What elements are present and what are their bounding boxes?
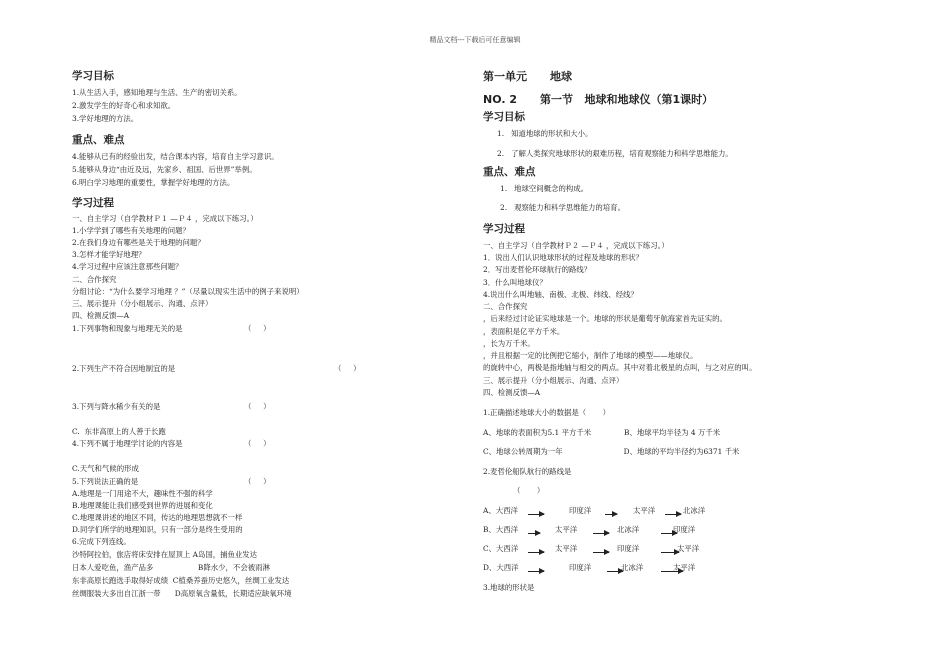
question-3-paren: （ ） <box>244 402 271 411</box>
question-5-option: B.地理课能让我们感受到世界的进展和变化 <box>72 501 213 510</box>
question-5-option: A.地理是一门用途不大，趣味性不强的科学 <box>72 489 213 498</box>
lesson-title: NO. 2 第一节 地球和地球仪（第1课时） <box>483 93 714 106</box>
process-title: 学习过程 <box>72 197 114 209</box>
route-ocean: 北冰洋 <box>683 506 706 515</box>
key-title: 重点、难点 <box>72 134 125 146</box>
key-1: 1. 地球空间概念的构成。 <box>500 184 589 193</box>
arrow-icon <box>528 571 544 572</box>
goal-title: 学习目标 <box>483 111 525 123</box>
question-5-option: C.地理课讲述的地区不同，传达的地理思想就不一样 <box>72 513 243 522</box>
arrow-icon <box>528 552 544 553</box>
process-line: 2.在我们身边有哪些是关于地理的问题？ <box>72 238 205 247</box>
route-ocean: 太平洋 <box>555 525 578 534</box>
route-ocean: B、大西洋 <box>483 525 518 534</box>
page-header: 精品文档---下载后可任意编辑 <box>429 36 521 44</box>
question-2: 2.麦哲伦船队航行的路线是 <box>483 467 572 476</box>
arrow-icon <box>528 514 544 515</box>
process-line: 4.说出什么叫地轴、南极、北极、纬线、经线？ <box>483 290 638 299</box>
match-line: 东非高原长跑选手取得好成绩 C植桑养蚕历史悠久，丝绸工业发达 <box>72 576 290 585</box>
question-1: 1.下列事物和现象与地理无关的是 <box>72 324 183 333</box>
key-6: 6.明白学习地理的重要性，掌握学好地理的方法。 <box>72 178 235 187</box>
route-ocean: C、大西洋 <box>483 544 519 553</box>
process-line: 四、检测反馈—A <box>483 388 541 397</box>
match-line: 丝绸服装大多出自江浙一带 D高原氧含量低，长期适应缺氧环境 <box>72 589 292 598</box>
question-2-paren: （ ） <box>513 486 545 495</box>
route-ocean: 太平洋 <box>677 544 700 553</box>
arrow-icon <box>665 514 681 515</box>
question-1-option: C、地球公转周期为一年 D、地球的平均半径约为6371 千米 <box>483 447 740 456</box>
process-line: 一、自主学习（自学教材Ｐ２ —Ｐ４ ，完成以下练习。） <box>483 241 669 250</box>
process-line: 4.学习过程中应该注意那些问题？ <box>72 262 183 271</box>
question-3: 3.地球的形状是 <box>483 583 535 592</box>
goal-3: 3.学好地理的方法。 <box>72 114 139 123</box>
process-line: ，表面积是亿平方千米。 <box>483 327 565 336</box>
process-line: 2．写出麦哲伦环球航行的路线？ <box>483 265 592 274</box>
process-line: 分组讨论：“为什么要学习地理 ？”（尽量以现实生活中的例子来说明） <box>72 287 304 296</box>
question-4-option-c: C.天气和气候的形成 <box>72 464 139 473</box>
match-line: 日本人爱吃鱼，渔产品多 B降水少，不会被雨淋 <box>72 563 270 572</box>
route-ocean: A、大西洋 <box>483 506 518 515</box>
process-line: 三、展示提升（分小组展示、沟通、点评） <box>483 376 624 385</box>
goal-1: 1. 知道地球的形状和大小。 <box>497 129 593 138</box>
process-line: 的旋转中心，两极是指地轴与相交的两点。其中对着北极星的点叫，与之对应的叫。 <box>483 363 757 372</box>
process-line: 二、合作探究 <box>72 275 117 284</box>
arrow-icon <box>528 533 540 534</box>
process-line: 3．什么叫地球仪？ <box>483 278 547 287</box>
arrow-icon <box>593 533 609 534</box>
question-3: 3.下列与降水稀少有关的是 <box>72 402 161 411</box>
route-ocean: 印度洋 <box>569 563 592 572</box>
process-line: 1.小学学到了哪些有关地理的问题？ <box>72 226 190 235</box>
match-line: 沙特阿拉伯，旅店将床安排在屋顶上 A岛国，捕鱼业发达 <box>72 550 258 559</box>
route-ocean: 太平洋 <box>673 563 696 572</box>
route-ocean: 北冰洋 <box>617 525 640 534</box>
goal-2: 2.激发学生的好奇心和求知欲。 <box>72 101 176 110</box>
process-line: ，后来经过讨论证实地球是一个。地球的形状是葡萄牙航海家首先证实的。 <box>483 314 727 323</box>
process-line: 四、检测反馈—A <box>72 311 130 320</box>
process-line: 1．说出人们认识地球形状的过程及地球的形状？ <box>483 253 643 262</box>
process-title: 学习过程 <box>483 223 525 235</box>
question-2: 2.下列生产不符合因地制宜的是 <box>72 364 176 373</box>
process-line: 二、合作探究 <box>483 302 528 311</box>
arrow-icon <box>593 552 609 553</box>
question-5-paren: （ ） <box>244 477 271 486</box>
question-6: 6.完成下列连线。 <box>72 537 131 546</box>
question-4: 4.下列不属于地理学讨论的内容是 <box>72 439 183 448</box>
route-ocean: 印度洋 <box>673 525 696 534</box>
question-1: 1.正确描述地球大小的数据是（ ） <box>483 408 610 417</box>
process-line: 3.怎样才能学好地理？ <box>72 250 146 259</box>
question-1-option: A、地球的表面积为5.1 平方千米 B、地球平均半径为 4 万千米 <box>483 428 721 437</box>
question-3-option-c: C. 东非高原上的人善于长跑 <box>72 427 166 436</box>
arrow-icon <box>605 514 617 515</box>
process-line: 三、展示提升（分小组展示、沟通、点评） <box>72 299 213 308</box>
route-ocean: 太平洋 <box>555 544 578 553</box>
key-4: 4.能够从已有的经验出发，结合课本内容，培育自主学习意识。 <box>72 152 279 161</box>
route-ocean: D、大西洋 <box>483 563 519 572</box>
route-ocean: 印度洋 <box>569 506 592 515</box>
goal-1: 1.从生活入手，感知地理与生活、生产的密切关系。 <box>72 88 242 97</box>
question-5: 5.下列说法正确的是 <box>72 477 139 486</box>
question-4-paren: （ ） <box>244 439 271 448</box>
route-ocean: 北冰洋 <box>621 563 644 572</box>
question-2-paren: （ ） <box>334 364 361 373</box>
key-2: 2. 观察能力和科学思维能力的培育。 <box>500 203 625 212</box>
key-5: 5.能够从身边“由近及远，先家乡、祖国、后世界”举例。 <box>72 165 257 174</box>
process-line: ，长为万千米。 <box>483 339 535 348</box>
question-1-paren: （ ） <box>244 324 271 333</box>
key-title: 重点、难点 <box>483 166 536 178</box>
unit-title: 第一单元 地球 <box>483 70 572 83</box>
goal-2: 2. 了解人类探究地球形状的艰难历程，培育观察能力和科学思维能力。 <box>497 149 733 158</box>
question-5-option: D.同学们所学的地理知识，只有一部分是终生受用的 <box>72 525 243 534</box>
goal-title: 学习目标 <box>72 70 114 82</box>
route-ocean: 太平洋 <box>633 506 656 515</box>
process-line: 一、自主学习（自学教材Ｐ１ —Ｐ４ ，完成以下练习。） <box>72 214 258 223</box>
route-ocean: 印度洋 <box>617 544 640 553</box>
process-line: ，并且根据一定的比例把它缩小，制作了地球的模型——地球仪。 <box>483 351 698 360</box>
